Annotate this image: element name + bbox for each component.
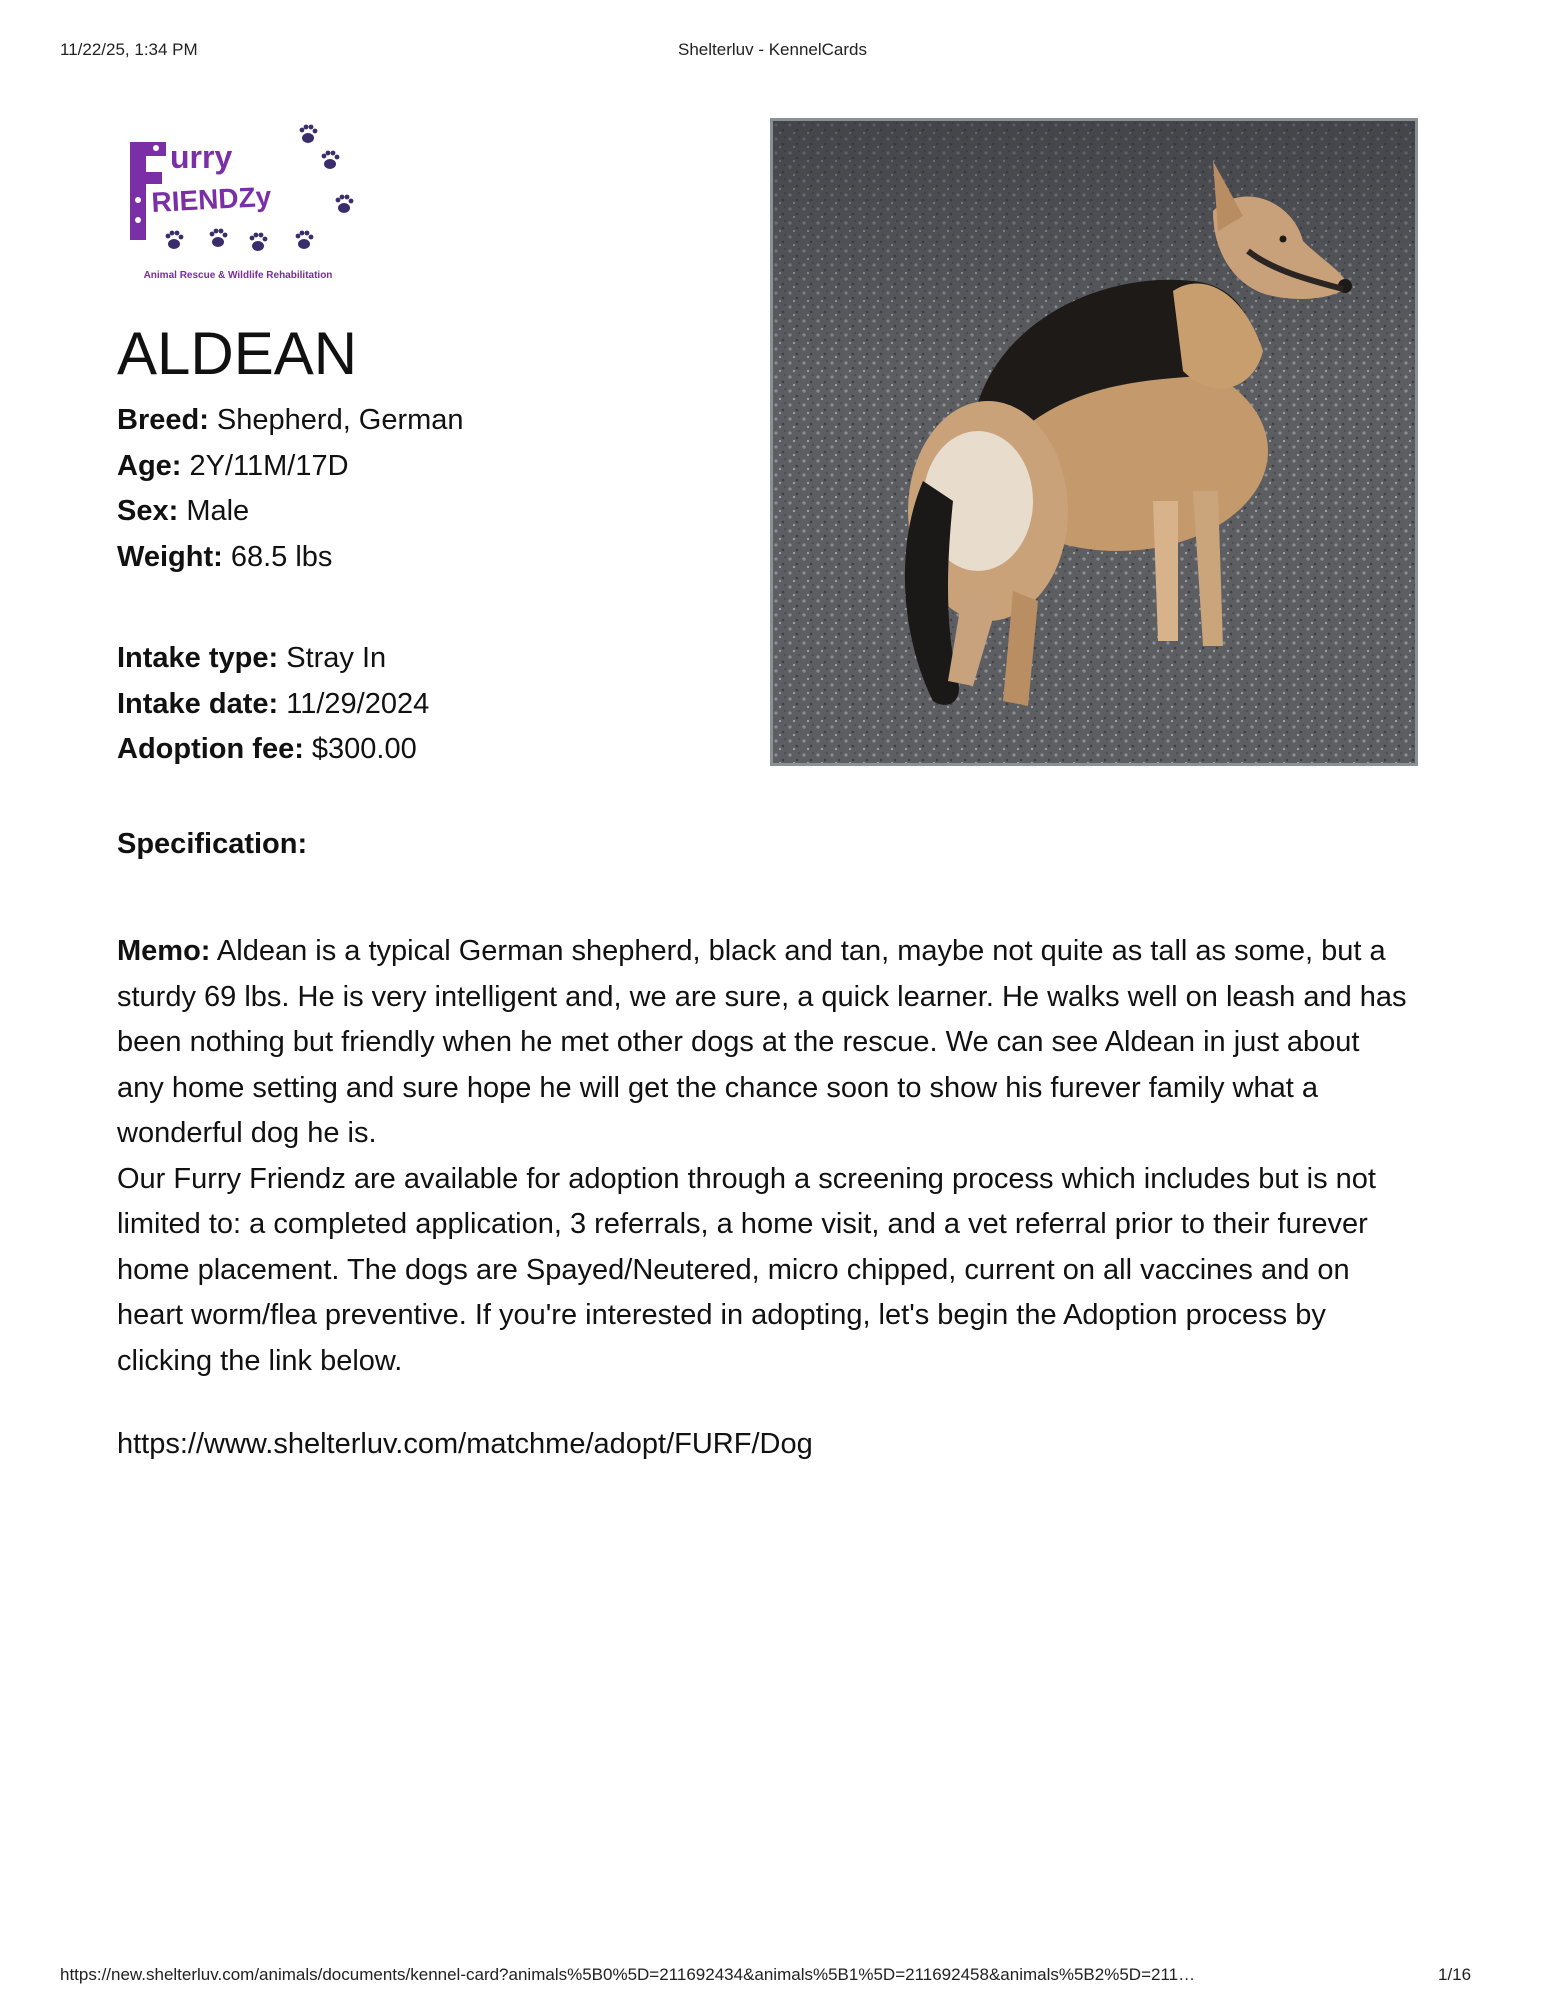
sex-row — [117, 489, 464, 535]
basic-info — [117, 398, 464, 580]
page-number: 1/16 — [1438, 1965, 1472, 1984]
age-label: Age: — [117, 449, 182, 482]
print-page-title: Shelterluv - KennelCards — [678, 40, 867, 59]
memo — [117, 929, 1407, 1384]
furry-friendz-logo — [118, 120, 358, 290]
age-value: 2Y/11M/17D — [189, 449, 349, 482]
animal-photo — [770, 118, 1418, 766]
memo-text-1: Aldean is a typical German shepherd, black and tan, maybe not quite as tall as some, but a sturdy 69 lbs. He is very intelligent and, we are sure, a quick learner. He walks well on leash and has been nothing but friendly when he met other dogs at the rescue. We can see Aldean in just about any home setting and sure hope he will get the chance soon to show his furever family what a wonderful dog he is. — [117, 935, 1407, 1149]
breed-value: Shepherd, German — [216, 404, 464, 436]
age-row — [117, 444, 464, 490]
memo-paragraph-1 — [117, 929, 1407, 1157]
memo-label: Memo: — [117, 935, 211, 967]
sex-value: Male — [186, 495, 250, 527]
adoption-fee-label: Adoption fee: — [117, 733, 304, 765]
weight-label: Weight: — [117, 540, 223, 573]
adoption-fee-value: $300.00 — [311, 733, 417, 765]
intake-type-label: Intake type: — [117, 642, 279, 674]
weight-value: 68.5 lbs — [230, 540, 333, 573]
sex-label: Sex: — [117, 495, 179, 527]
specification-label: Specification: — [117, 828, 308, 860]
intake-date-row — [117, 682, 429, 728]
weight-row — [117, 535, 464, 581]
intake-info — [117, 636, 429, 773]
animal-name: ALDEAN — [117, 320, 358, 387]
intake-date-label: Intake date: — [117, 687, 279, 720]
footer-url: https://new.shelterluv.com/animals/documents/kennel-card?animals%5B0%5D=211692434&animals%5B1%5D=211692458&animals%5B2%5D=211… — [60, 1965, 1196, 1984]
breed-row — [117, 398, 464, 444]
logo-tagline: Animal Rescue & Wildlife Rehabilitation — [143, 270, 333, 281]
logo-graphic — [118, 120, 358, 270]
intake-date-value: 11/29/2024 — [286, 687, 430, 720]
logo-text-bottom: RIENDZy — [150, 180, 272, 218]
memo-paragraph-2: Our Furry Friendz are available for adoption through a screening process which includes but is not limited to: a completed application, 3 referrals, a home visit, and a vet referral prior to their furever home placement. The dogs are Spayed/Neutered, micro chipped, current on all vaccines and on heart worm/flea preventive. If you're interested in adopting, let's begin the Adoption process by clicking the link below. — [117, 1162, 1376, 1377]
adoption-fee-row — [117, 727, 429, 773]
logo-text-top: urry — [170, 139, 233, 175]
adopt-link[interactable]: https://www.shelterluv.com/matchme/adopt/FURF/Dog — [117, 1428, 813, 1460]
intake-type-row — [117, 636, 429, 682]
breed-label: Breed: — [117, 404, 209, 436]
intake-type-value: Stray In — [286, 642, 387, 674]
dog-photo-illustration — [773, 121, 1415, 763]
print-datetime: 11/22/25, 1:34 PM — [60, 40, 198, 59]
